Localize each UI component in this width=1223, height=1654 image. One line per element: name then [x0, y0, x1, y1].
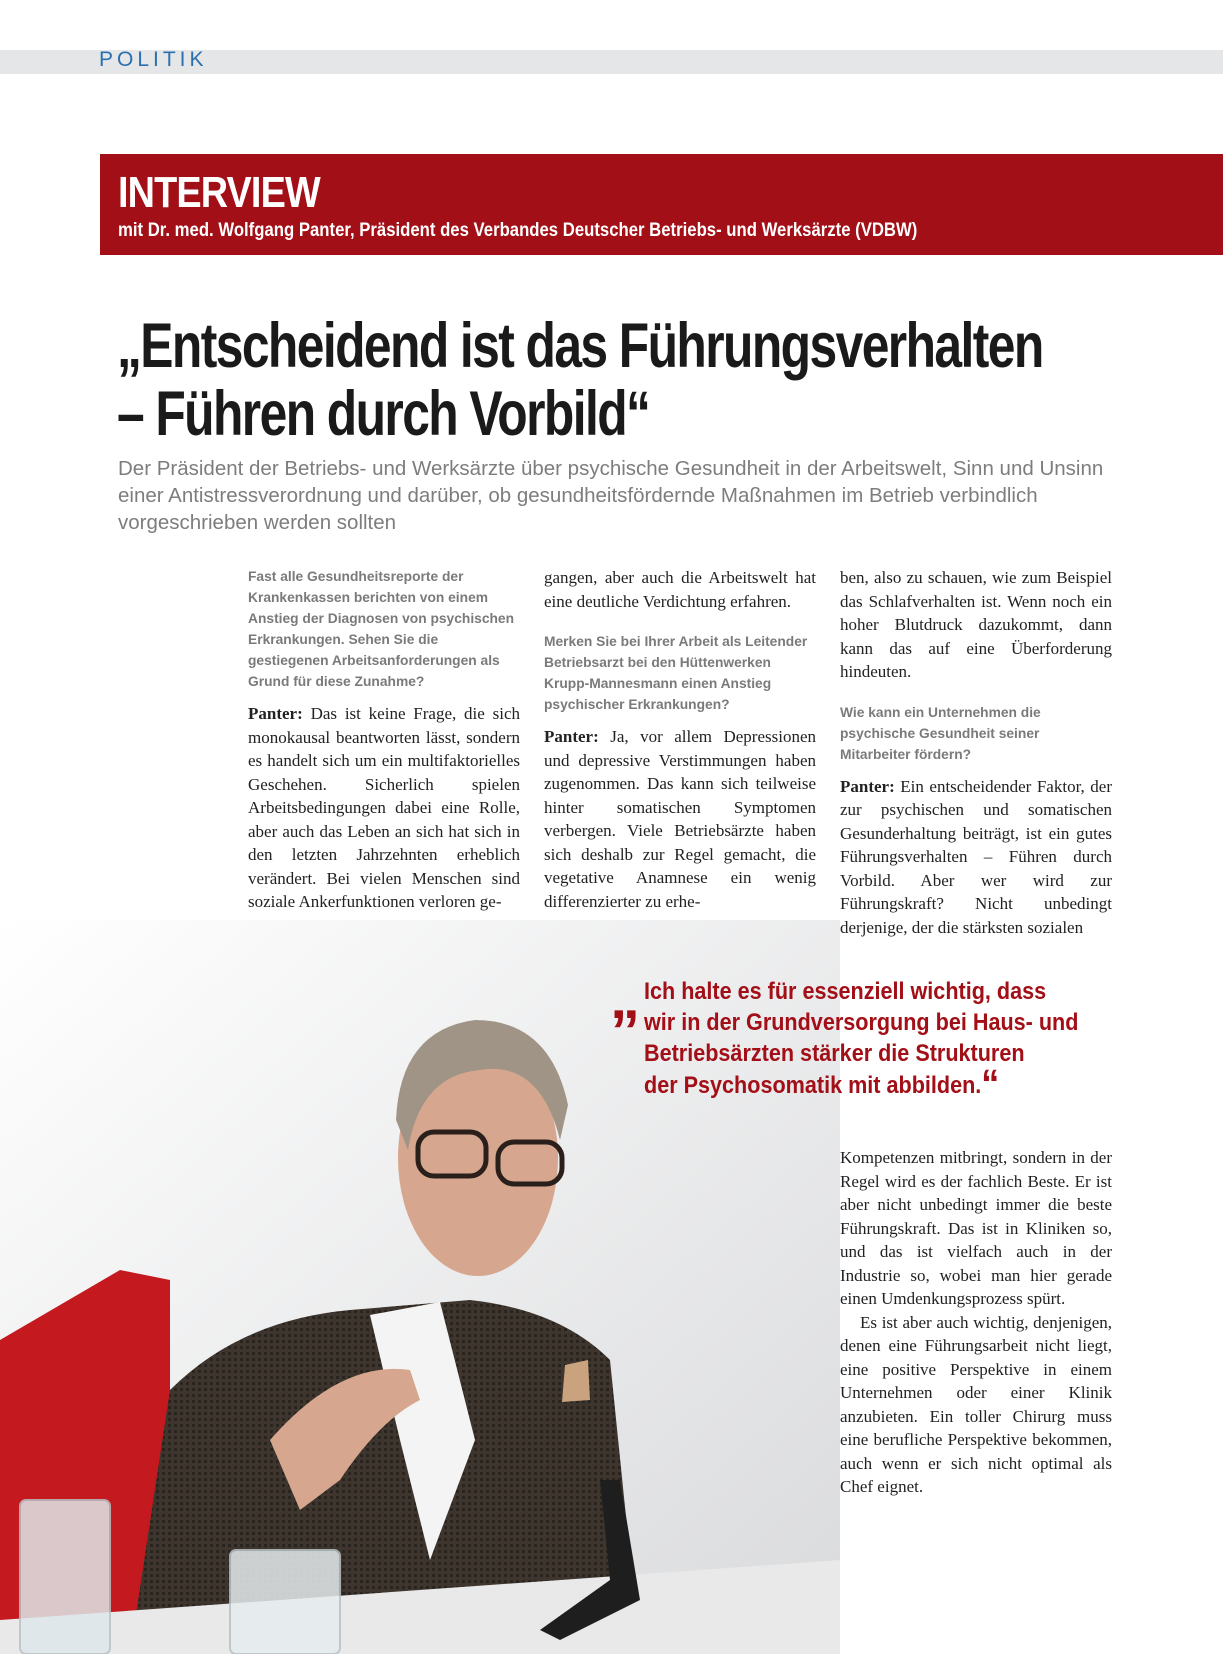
- quote-line-4-text: der Psychosomatik mit abbilden.: [644, 1072, 982, 1099]
- speaker: Panter:: [248, 704, 303, 723]
- pull-quote: [610, 964, 1130, 1106]
- question: Wie kann ein Unternehmen die psychische Gesundheit seiner Mitarbeiter fördern?: [840, 704, 1041, 762]
- answer-text: Das ist keine Frage, die sich monokausal beantworten lässt, sondern es handelt sich um ein multifaktorielles Geschehen. Sicherlich spielen Arbeitsbedingungen dabei eine Rolle, aber auch das Leben an sich hat sich in den letzten Jahrzehnten erheblich verändert. Bei vielen Menschen sind soziale Ankerfunktionen verloren ge-: [248, 704, 520, 911]
- banner-title: INTERVIEW: [118, 168, 320, 217]
- water-glass-center: [230, 1550, 340, 1654]
- headline: [117, 312, 1043, 448]
- column-4: [840, 1146, 1112, 1499]
- continuation: gangen, aber auch die Arbeitswelt hat eine deutliche Verdichtung erfahren.: [544, 568, 816, 611]
- speaker: Panter:: [544, 727, 599, 746]
- quote-line-2: wir in der Grundversorgung bei Haus- und: [644, 1009, 1079, 1036]
- quote-text: [644, 976, 1081, 1106]
- paragraph-2: Es ist aber auch wichtig, denjenigen, denen eine Führungsarbeit nicht liegt, eine positive Perspektive in einem Unternehmen oder einer Klinik anzubieten. Ein toller Chirurg muss eine berufliche Perspektive bekommen, auch wenn er sich nicht optimal als Chef eignet.: [840, 1312, 1112, 1496]
- quote-line-4: [644, 1062, 1081, 1106]
- answer: [544, 725, 816, 913]
- column-3: [840, 566, 1112, 939]
- paragraph-1: Kompetenzen mitbringt, sondern in der Regel wird es der fachlich Beste. Er ist aber nicht unbedingt immer die beste Führungskraft. Das ist in Kliniken so, und das ist vielfach auch in der Industrie so, wobei man hier gerade einen Umdenkungsprozess spürt.: [840, 1148, 1112, 1308]
- column-1: [248, 566, 520, 914]
- headline-line-2: – Führen durch Vorbild“: [117, 379, 650, 449]
- answer: [248, 702, 520, 914]
- quote-close-mark: “: [981, 1062, 1000, 1106]
- question: Fast alle Gesundheitsreporte der Krankenkassen berichten von einem Anstieg der Diagnosen von psychischen Erkrankungen. Sehen Sie die gestiegenen Arbeitsanforderungen als Grund für diese Zunahme?: [248, 569, 515, 689]
- answer-text: Ein entscheidender Faktor, der zur psychischen und somatischen Gesunderhaltung beiträgt, ist ein gutes Führungsverhalten – Führen durch Vorbild. Aber wer wird zur Führungskraft? Nicht unbedingt derjenige, der die stärksten sozialen: [840, 776, 1113, 937]
- pocket-square: [562, 1360, 590, 1402]
- column-2: [544, 566, 816, 913]
- question: Merken Sie bei Ihrer Arbeit als Leitender Betriebsarzt bei den Hüttenwerken Krupp-Mannesmann einen Anstieg psychischer Erkrankungen?: [544, 634, 808, 712]
- dek: Der Präsident der Betriebs- und Werksärzte über psychische Gesundheit in der Arbeitswelt, Sinn und Unsinn einer Antistressverordnung und darüber, ob gesundheitsfördernde Maßnahmen im Betrieb verbindlich vorgeschrieben werden sollten: [118, 457, 1104, 534]
- banner-subtitle: mit Dr. med. Wolfgang Panter, Präsident des Verbandes Deutscher Betriebs- und Werksärzte (VDBW): [118, 220, 918, 241]
- answer: [840, 775, 1112, 940]
- speaker: Panter:: [840, 776, 895, 796]
- quote-line-3: Betriebsärzten stärker die Strukturen: [644, 1040, 1025, 1067]
- answer-text: Ja, vor allem Depressionen und depressive Verstimmungen haben zugenommen. Das kann sich teilweise hinter somatischen Symptomen verbergen. Viele Betriebsärzte haben sich deshalb zur Regel gemacht, die vegetative Anamnese ein wenig differenzierter zu erhe-: [544, 727, 816, 911]
- section-label: POLITIK: [99, 48, 208, 71]
- quote-line-1: Ich halte es für essenziell wichtig, dass: [644, 978, 1047, 1005]
- water-glass-left: [20, 1500, 110, 1654]
- interview-banner: [100, 154, 1223, 255]
- continuation: ben, also zu schauen, wie zum Beispiel das Schlafverhalten ist. Wenn noch ein hoher Blutdruck dazukommt, dann kann das auf eine Überforderung hindeuten.: [840, 568, 1112, 681]
- headline-line-1: „Entscheidend ist das Führungsverhalten: [117, 311, 1043, 381]
- quote-open-mark: „: [610, 964, 640, 1031]
